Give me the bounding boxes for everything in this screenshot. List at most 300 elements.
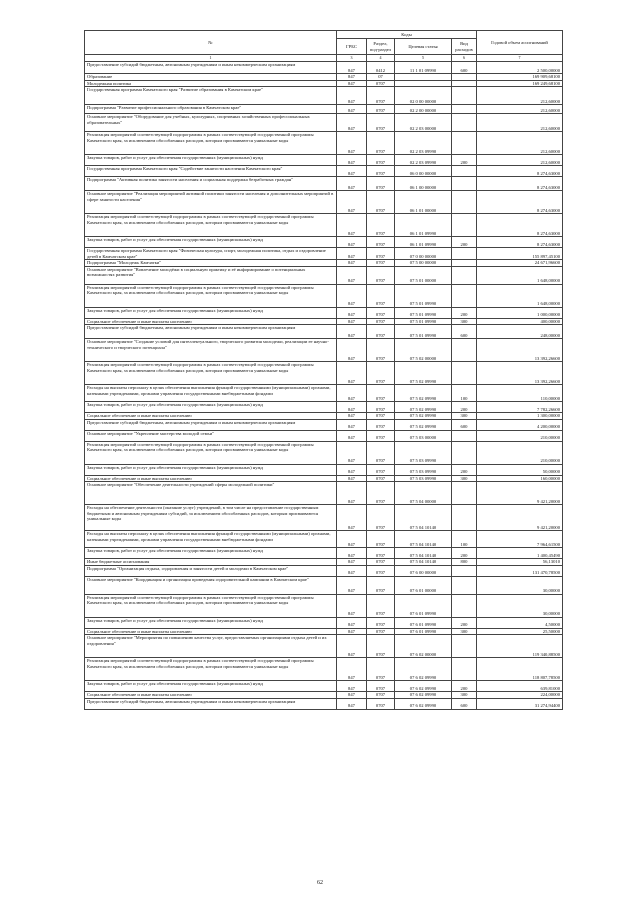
column-index: 1 — [85, 55, 337, 62]
row-rashod: 600 — [452, 419, 477, 430]
row-name: Подпрограмма "Молодежь Камчатки" — [85, 260, 337, 267]
row-grbs: 847 — [337, 628, 367, 635]
row-target: 07 6 02 09990 — [395, 658, 452, 681]
row-rashod — [452, 132, 477, 155]
row-rashod — [452, 658, 477, 681]
row-target: 07 5 03 09990 — [395, 441, 452, 464]
row-name: Основное мероприятие "Создание условий для интеллектуального, творческого развития молодежи, реализации ее научно-технического и творческого потенциала" — [85, 339, 337, 362]
row-razdel: 0707 — [367, 565, 395, 576]
header-volume: Годовой объем ассигнований — [477, 31, 563, 55]
row-grbs: 847 — [337, 325, 367, 339]
row-razdel: 0707 — [367, 87, 395, 105]
row-rashod: 100 — [452, 531, 477, 548]
table-row — [85, 307, 563, 318]
table-row — [85, 505, 563, 531]
row-grbs: 847 — [337, 191, 367, 214]
row-target: 07 5 02 09990 — [395, 385, 452, 402]
row-razdel: 0707 — [367, 402, 395, 413]
row-name: Подпрограмма "Развитие профессионального образования в Камчатском крае" — [85, 105, 337, 114]
row-razdel: 0707 — [367, 362, 395, 385]
row-grbs: 847 — [337, 114, 367, 132]
row-sum: 25,50000 — [477, 628, 563, 635]
row-sum: 8 274,63000 — [477, 191, 563, 214]
row-rashod: 200 — [452, 548, 477, 559]
row-grbs: 847 — [337, 284, 367, 307]
table-row — [85, 191, 563, 214]
row-razdel: 0707 — [367, 266, 395, 284]
row-target: 07 5 04 10140 — [395, 559, 452, 566]
row-target: 07 5 01 09990 — [395, 318, 452, 325]
row-rashod — [452, 114, 477, 132]
row-target: 07 5 03 00000 — [395, 430, 452, 441]
table-row — [85, 441, 563, 464]
row-rashod: 600 — [452, 62, 477, 74]
table-row — [85, 482, 563, 505]
row-name: Социальное обеспечение и иные выплаты населению — [85, 628, 337, 635]
row-name: Реализация мероприятий соответствующей подпрограммы в рамках соответствующей государственной программы Камчатского края, за исключением обособленных расходов, которым присваиваются уникальные коды — [85, 441, 337, 464]
row-name: Предоставление субсидий бюджетным, автономным учреждениям и иным некоммерческим организациям — [85, 62, 337, 74]
row-razdel: 0707 — [367, 419, 395, 430]
row-razdel: 0707 — [367, 237, 395, 248]
row-sum: 50,00000 — [477, 464, 563, 475]
row-name: Предоставление субсидий бюджетным, автономным учреждениям и иным некоммерческим организациям — [85, 325, 337, 339]
row-razdel: 0707 — [367, 441, 395, 464]
row-target: 07 6 02 09990 — [395, 698, 452, 709]
row-target: 07 5 04 10140 — [395, 505, 452, 531]
row-sum: 13 392,26600 — [477, 339, 563, 362]
row-rashod — [452, 576, 477, 594]
row-sum: 1 400,45490 — [477, 548, 563, 559]
row-target: 06 1 01 09990 — [395, 214, 452, 237]
row-rashod — [452, 105, 477, 114]
table-row — [85, 132, 563, 155]
row-sum: 110,00000 — [477, 385, 563, 402]
row-name: Основное мероприятие "Мероприятия по повышению качества услуг, предоставляемых организациями отдыха детей и их оздоровления" — [85, 635, 337, 658]
row-name: Расходы на выплаты персоналу в целях обеспечения выполнения функций государственными (муниципальными) органами, казенными учреждениями, органами управления государственными внебюджетными фондами — [85, 531, 337, 548]
row-sum: 400,00000 — [477, 318, 563, 325]
row-target: 07 0 00 00000 — [395, 248, 452, 260]
table-row — [85, 214, 563, 237]
row-razdel: 0707 — [367, 482, 395, 505]
row-grbs: 847 — [337, 166, 367, 177]
budget-document — [84, 30, 562, 710]
row-razdel: 0707 — [367, 177, 395, 191]
table-body — [85, 62, 563, 710]
row-rashod — [452, 339, 477, 362]
row-sum: 2 500,00000 — [477, 62, 563, 74]
table-row — [85, 155, 563, 166]
row-razdel: 0707 — [367, 628, 395, 635]
row-sum: 1 648,00000 — [477, 284, 563, 307]
row-name: Реализация мероприятий соответствующей подпрограммы в рамках соответствующей государственной программы Камчатского края, за исключением обособленных расходов, которым присваиваются уникальные коды — [85, 284, 337, 307]
row-name: Молодежная политика — [85, 80, 337, 87]
header-codes: Коды — [337, 31, 477, 39]
row-grbs: 847 — [337, 155, 367, 166]
row-target: 07 6 01 00000 — [395, 576, 452, 594]
row-sum: 8 274,63000 — [477, 214, 563, 237]
row-sum: 212,60000 — [477, 87, 563, 105]
table-row — [85, 531, 563, 548]
row-name: Социальное обеспечение и иные выплаты населению — [85, 318, 337, 325]
row-rashod — [452, 362, 477, 385]
row-grbs: 847 — [337, 237, 367, 248]
row-grbs: 847 — [337, 402, 367, 413]
row-sum: 9 421,20000 — [477, 505, 563, 531]
row-sum: 1 000,00000 — [477, 307, 563, 318]
row-sum: 212,60000 — [477, 132, 563, 155]
row-razdel: 0707 — [367, 475, 395, 482]
row-target: 06 0 00 00000 — [395, 166, 452, 177]
table-row — [85, 248, 563, 260]
row-sum: 9 421,20000 — [477, 482, 563, 505]
row-razdel: 0707 — [367, 385, 395, 402]
row-name: Государственная программа Камчатского края "Содействие занятости населения Камчатского края" — [85, 166, 337, 177]
row-sum: 4,50000 — [477, 617, 563, 628]
row-grbs: 847 — [337, 635, 367, 658]
row-target: 02 2 03 00000 — [395, 114, 452, 132]
row-rashod — [452, 87, 477, 105]
row-name: Реализация мероприятий соответствующей подпрограммы в рамках соответствующей государственной программы Камчатского края, за исключением обособленных расходов, которым присваиваются уникальные коды — [85, 594, 337, 617]
row-razdel: 0707 — [367, 248, 395, 260]
row-grbs: 847 — [337, 464, 367, 475]
row-razdel: 0707 — [367, 658, 395, 681]
row-grbs: 847 — [337, 475, 367, 482]
row-grbs: 847 — [337, 248, 367, 260]
row-rashod: 300 — [452, 413, 477, 420]
row-sum: 224,00000 — [477, 692, 563, 699]
row-rashod — [452, 284, 477, 307]
row-target: 07 5 02 00000 — [395, 339, 452, 362]
row-name: Иные бюджетные ассигнования — [85, 559, 337, 566]
row-grbs: 847 — [337, 681, 367, 692]
row-sum: 119 340,88500 — [477, 635, 563, 658]
row-rashod: 300 — [452, 628, 477, 635]
row-grbs: 847 — [337, 531, 367, 548]
row-razdel: 0707 — [367, 692, 395, 699]
table-row — [85, 105, 563, 114]
header-target: Целевая статья — [395, 39, 452, 55]
row-target: 07 6 01 09990 — [395, 594, 452, 617]
row-grbs: 847 — [337, 266, 367, 284]
row-sum: 210,00000 — [477, 441, 563, 464]
row-rashod — [452, 177, 477, 191]
row-grbs: 847 — [337, 80, 367, 87]
row-rashod: 200 — [452, 237, 477, 248]
row-razdel: 0707 — [367, 155, 395, 166]
column-index: 6 — [452, 55, 477, 62]
row-rashod — [452, 430, 477, 441]
table-row — [85, 635, 563, 658]
row-rashod: 800 — [452, 559, 477, 566]
row-target: 07 5 02 09990 — [395, 419, 452, 430]
row-name: Реализация мероприятий соответствующей подпрограммы в рамках соответствующей государственной программы Камчатского края, за исключением обособленных расходов, которым присваиваются уникальные коды — [85, 132, 337, 155]
row-sum: 160,00000 — [477, 475, 563, 482]
row-sum: 212,60000 — [477, 155, 563, 166]
row-grbs: 847 — [337, 260, 367, 267]
row-sum: 212,60000 — [477, 105, 563, 114]
row-grbs: 847 — [337, 307, 367, 318]
row-grbs: 847 — [337, 362, 367, 385]
row-sum: 169 249,68100 — [477, 80, 563, 87]
row-rashod — [452, 214, 477, 237]
row-name: Социальное обеспечение и иные выплаты населению — [85, 413, 337, 420]
table-row — [85, 698, 563, 709]
row-sum: 56,13010 — [477, 559, 563, 566]
table-row — [85, 284, 563, 307]
row-target: 07 6 02 00000 — [395, 635, 452, 658]
table-row — [85, 419, 563, 430]
row-name: Закупка товаров, работ и услуг для обеспечения государственных (муниципальных) нужд — [85, 617, 337, 628]
row-rashod: 300 — [452, 692, 477, 699]
row-sum: 155 897,45100 — [477, 248, 563, 260]
row-name: Реализация мероприятий соответствующей подпрограммы в рамках соответствующей государственной программы Камчатского края, за исключением обособленных расходов, которым присваиваются уникальные коды — [85, 658, 337, 681]
row-razdel: 0707 — [367, 114, 395, 132]
row-razdel: 0707 — [367, 307, 395, 318]
row-grbs: 847 — [337, 482, 367, 505]
table-row — [85, 166, 563, 177]
row-target: 07 5 01 09990 — [395, 325, 452, 339]
row-rashod: 200 — [452, 617, 477, 628]
row-sum: 8 274,63000 — [477, 237, 563, 248]
row-rashod — [452, 505, 477, 531]
row-target: 07 5 04 10140 — [395, 548, 452, 559]
row-target: 07 5 04 10140 — [395, 531, 452, 548]
row-name: Реализация мероприятий соответствующей подпрограммы в рамках соответствующей государственной программы Камчатского края, за исключением обособленных расходов, которым присваиваются уникальные коды — [85, 362, 337, 385]
row-name: Образование — [85, 74, 337, 81]
row-name: Подпрограмма "Активная политика занятости населения и социальная поддержка безработных граждан" — [85, 177, 337, 191]
row-target: 07 5 01 09990 — [395, 307, 452, 318]
row-sum: 248,00000 — [477, 325, 563, 339]
row-rashod — [452, 482, 477, 505]
row-rashod — [452, 441, 477, 464]
row-grbs: 847 — [337, 132, 367, 155]
row-grbs: 847 — [337, 565, 367, 576]
row-rashod — [452, 248, 477, 260]
row-target: 02 2 03 09990 — [395, 155, 452, 166]
table-row — [85, 339, 563, 362]
row-grbs: 847 — [337, 74, 367, 81]
row-grbs: 847 — [337, 692, 367, 699]
table-row — [85, 177, 563, 191]
row-razdel: 0707 — [367, 413, 395, 420]
row-name: Расходы на выплаты персоналу в целях обеспечения выполнения функций государственными (муниципальными) органами, казенными учреждениями, органами управления государственными внебюджетными фондами — [85, 385, 337, 402]
row-grbs: 847 — [337, 698, 367, 709]
column-index: 4 — [367, 55, 395, 62]
table-row — [85, 325, 563, 339]
row-razdel: 0707 — [367, 559, 395, 566]
row-razdel: 0707 — [367, 325, 395, 339]
row-grbs: 847 — [337, 548, 367, 559]
row-razdel: 0707 — [367, 681, 395, 692]
row-name: Основное мероприятие "Укрепление мастерства молодой семьи" — [85, 430, 337, 441]
column-index: 7 — [477, 55, 563, 62]
column-index-row — [85, 55, 563, 62]
row-rashod: 200 — [452, 307, 477, 318]
row-grbs: 847 — [337, 617, 367, 628]
row-grbs: 847 — [337, 214, 367, 237]
row-target: 07 5 00 00000 — [395, 260, 452, 267]
row-razdel: 0707 — [367, 698, 395, 709]
row-name: Социальное обеспечение и иные выплаты населению — [85, 692, 337, 699]
row-name: Подпрограмма "Организация отдыха, оздоровления и занятости детей и молодежи в Камчатском крае" — [85, 565, 337, 576]
row-sum: 7 782,26600 — [477, 402, 563, 413]
row-name: Предоставление субсидий бюджетным, автономным учреждениям и иным некоммерческим организациям — [85, 419, 337, 430]
row-rashod — [452, 166, 477, 177]
row-sum: 7 964,61500 — [477, 531, 563, 548]
row-razdel: 0707 — [367, 191, 395, 214]
row-name: Реализация мероприятий соответствующей подпрограммы в рамках соответствующей государственной программы Камчатского края, за исключением обособленных расходов, которым присваиваются уникальные коды — [85, 214, 337, 237]
row-razdel: 0707 — [367, 166, 395, 177]
row-target: 07 6 01 09990 — [395, 617, 452, 628]
row-rashod: 300 — [452, 475, 477, 482]
row-razdel: 07 — [367, 74, 395, 81]
row-sum: 169 909,68100 — [477, 74, 563, 81]
table-row — [85, 464, 563, 475]
table-row — [85, 266, 563, 284]
row-name: Социальное обеспечение и иные выплаты населению — [85, 475, 337, 482]
row-razdel: 0707 — [367, 576, 395, 594]
row-razdel: 0707 — [367, 617, 395, 628]
row-razdel: 0707 — [367, 339, 395, 362]
row-razdel: 0707 — [367, 464, 395, 475]
row-razdel: 0707 — [367, 80, 395, 87]
row-target: 06 1 01 00000 — [395, 191, 452, 214]
page-number: 62 — [317, 880, 323, 886]
row-rashod: 600 — [452, 698, 477, 709]
row-grbs: 847 — [337, 413, 367, 420]
row-name: Закупка товаров, работ и услуг для обеспечения государственных (муниципальных) нужд — [85, 402, 337, 413]
column-index: 3 — [337, 55, 367, 62]
table-row — [85, 681, 563, 692]
table-row — [85, 658, 563, 681]
row-grbs: 847 — [337, 505, 367, 531]
row-rashod: 600 — [452, 325, 477, 339]
table-row — [85, 402, 563, 413]
row-target: 07 5 01 09990 — [395, 284, 452, 307]
header-rashod: Вид расходов — [452, 39, 477, 55]
row-razdel: 0412 — [367, 62, 395, 74]
row-sum: 131 470,78500 — [477, 565, 563, 576]
row-target: 07 6 02 09990 — [395, 692, 452, 699]
row-target: 07 5 02 09990 — [395, 402, 452, 413]
row-target: 07 5 03 09990 — [395, 475, 452, 482]
row-name: Основное мероприятие "Обеспечение деятельности учреждений сферы молодежной политики" — [85, 482, 337, 505]
row-grbs: 847 — [337, 430, 367, 441]
budget-table — [84, 30, 563, 710]
row-grbs: 847 — [337, 318, 367, 325]
row-name: Основное мероприятие "Координация и организация проведения оздоровительной кампании в Камчатском крае" — [85, 576, 337, 594]
row-sum: 639,81000 — [477, 681, 563, 692]
row-target: 07 5 02 09990 — [395, 362, 452, 385]
table-row — [85, 594, 563, 617]
row-razdel: 0707 — [367, 505, 395, 531]
table-row — [85, 114, 563, 132]
table-row — [85, 237, 563, 248]
row-grbs: 847 — [337, 576, 367, 594]
row-name: Государственная программа Камчатского края "Физическая культура, спорт, молодежная политика, отдых и оздоровление детей в Камчатском крае" — [85, 248, 337, 260]
row-rashod: 200 — [452, 681, 477, 692]
row-name: Закупка товаров, работ и услуг для обеспечения государственных (муниципальных) нужд — [85, 307, 337, 318]
table-row — [85, 565, 563, 576]
row-rashod: 200 — [452, 464, 477, 475]
row-razdel: 0707 — [367, 132, 395, 155]
row-name: Государственная программа Камчатского края "Развитие образования в Камчатском крае" — [85, 87, 337, 105]
row-razdel: 0707 — [367, 318, 395, 325]
row-grbs: 847 — [337, 559, 367, 566]
row-target: 07 5 01 00000 — [395, 266, 452, 284]
row-name: Основное мероприятие "Реализация мероприятий активной политики занятости населения и дополнительных мероприятий в сфере занятости населения" — [85, 191, 337, 214]
row-target: 11 1 01 09990 — [395, 62, 452, 74]
row-name: Предоставление субсидий бюджетным, автономным учреждениям и иным некоммерческим организациям — [85, 698, 337, 709]
row-name: Расходы на обеспечение деятельности (оказание услуг) учреждений, в том числе на предоставление государственным бюджетным и автономным учреждениям субсидий, за исключением обособленных расходов, которым присваиваются уникальные коды — [85, 505, 337, 531]
row-grbs: 847 — [337, 177, 367, 191]
row-grbs: 847 — [337, 87, 367, 105]
header-number: № — [85, 31, 337, 55]
row-razdel: 0707 — [367, 430, 395, 441]
row-grbs: 847 — [337, 419, 367, 430]
row-grbs: 847 — [337, 594, 367, 617]
row-sum: 8 274,63000 — [477, 166, 563, 177]
row-grbs: 847 — [337, 441, 367, 464]
row-target: 02 2 00 00000 — [395, 105, 452, 114]
header-razdel: Раздел, под-раздел — [367, 39, 395, 55]
row-target: 02 0 00 00000 — [395, 87, 452, 105]
row-target: 07 6 01 09990 — [395, 628, 452, 635]
row-name: Закупка товаров, работ и услуг для обеспечения государственных (муниципальных) нужд — [85, 155, 337, 166]
row-name: Закупка товаров, работ и услуг для обеспечения государственных (муниципальных) нужд — [85, 237, 337, 248]
column-index: 5 — [395, 55, 452, 62]
table-row — [85, 548, 563, 559]
row-sum: 212,60000 — [477, 114, 563, 132]
table-row — [85, 617, 563, 628]
row-sum: 210,00000 — [477, 430, 563, 441]
row-grbs: 847 — [337, 62, 367, 74]
row-target: 07 5 04 00000 — [395, 482, 452, 505]
row-razdel: 0707 — [367, 531, 395, 548]
table-row — [85, 385, 563, 402]
row-rashod: 200 — [452, 155, 477, 166]
row-target: 07 5 02 09990 — [395, 413, 452, 420]
row-rashod: 100 — [452, 385, 477, 402]
row-sum: 24 671,96600 — [477, 260, 563, 267]
table-row — [85, 576, 563, 594]
row-sum: 30,00000 — [477, 576, 563, 594]
row-target: 06 1 01 09990 — [395, 237, 452, 248]
row-razdel: 0707 — [367, 214, 395, 237]
row-sum: 1 300,00000 — [477, 413, 563, 420]
row-name: Закупка товаров, работ и услуг для обеспечения государственных (муниципальных) нужд — [85, 548, 337, 559]
row-sum: 13 392,26600 — [477, 362, 563, 385]
row-rashod: 300 — [452, 318, 477, 325]
row-rashod: 200 — [452, 402, 477, 413]
row-razdel: 0707 — [367, 635, 395, 658]
row-grbs: 847 — [337, 385, 367, 402]
row-target: 07 5 03 09990 — [395, 464, 452, 475]
row-sum: 1 648,00000 — [477, 266, 563, 284]
row-name: Закупка товаров, работ и услуг для обеспечения государственных (муниципальных) нужд — [85, 681, 337, 692]
row-razdel: 0707 — [367, 548, 395, 559]
row-razdel: 0707 — [367, 105, 395, 114]
row-sum: 31 274,94400 — [477, 698, 563, 709]
row-target: 02 2 03 09990 — [395, 132, 452, 155]
row-razdel: 0707 — [367, 260, 395, 267]
table-row — [85, 87, 563, 105]
row-grbs: 847 — [337, 339, 367, 362]
row-grbs: 847 — [337, 105, 367, 114]
row-razdel: 0707 — [367, 594, 395, 617]
table-row — [85, 430, 563, 441]
row-rashod — [452, 565, 477, 576]
